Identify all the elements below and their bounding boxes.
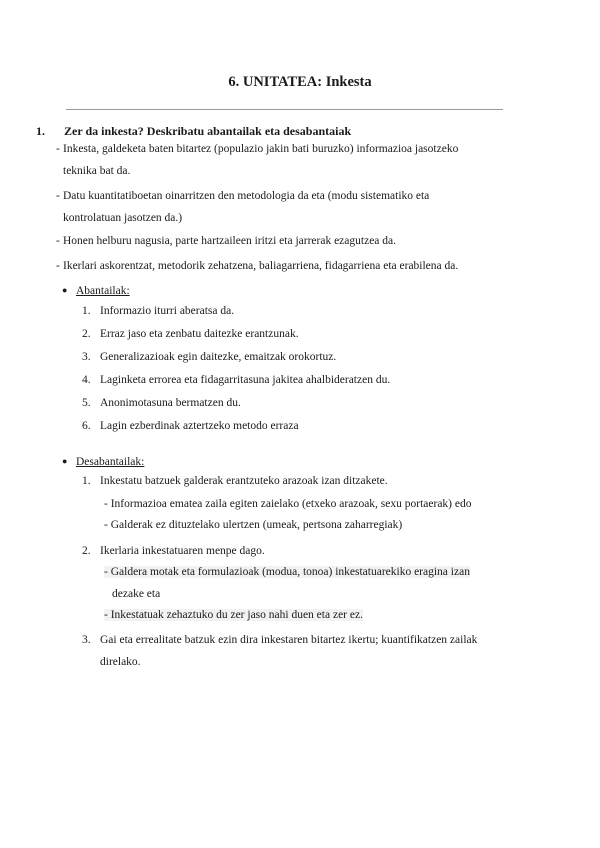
subitem-text: Galdera motak eta formulazioak (modua, tonoa) inkestatuarekiko eragina izan [110,566,470,578]
title-divider [66,109,503,110]
intro-paragraph-4 [56,256,505,278]
subitem-text: Galderak ez dituztelako ulertzen (umeak, pertsona zaharregiak) [110,519,403,531]
advantage-item: 6. Lagin ezberdinak aztertzeko metodo erraza [82,420,299,432]
advantage-text: Lagin ezberdinak aztertzeko metodo erraza [100,420,299,432]
disadvantage-subitem: - Galdera motak eta formulazioak (modua, tonoa) inkestatuarekiko eragina izan dezake eta [104,562,506,605]
advantage-text: Anonimotasuna bermatzen du. [100,397,241,409]
disadvantage-item: 1. Inkestatu batzuek galderak erantzuteko arazoak izan ditzakete. [82,475,388,487]
disadvantage-text-cont: direlako. [100,655,141,668]
subitem-text: Informazioa ematea zaila egiten zaielako (etxeko arazoak, sexu portaerak) edo [110,498,472,510]
disadvantage-subitem: - Informazioa ematea zaila egiten zaielako (etxeko arazoak, sexu portaerak) edo [104,498,472,510]
disadvantages-heading [62,456,144,468]
advantages-label: Abantailak: [76,285,130,297]
advantages-heading [62,285,130,297]
disadvantage-text: Ikerlaria inkestatuaren menpe dago. [100,545,265,557]
dash-marker: - [56,190,60,202]
advantage-text: Erraz jaso eta zenbatu daitezke erantzunak. [100,328,299,340]
subitem-text: Inkestatuak zehaztuko du zer jaso nahi duen eta zer ez. [110,609,363,621]
question-text: Zer da inkesta? Deskribatu abantailak eta desabantaiak [64,124,352,138]
intro-text: Ikerlari askorentzat, metodorik zehatzena, baliagarriena, fidagarriena eta erabilena da. [63,260,459,272]
question-number: 1. [36,124,45,138]
bullet-icon: ● [62,456,68,466]
advantage-item: 3. Generalizazioak egin daitezke, emaitzak orokortuz. [82,351,337,363]
intro-paragraph-2 [56,186,505,229]
disadvantage-item: 3. Gai eta errealitate batzuk ezin dira inkestaren bitartez ikertu; kuantifikatzen zailak direlako. [82,630,506,673]
intro-paragraph-3 [56,231,505,253]
intro-paragraph-1 [56,139,505,182]
intro-text: Honen helburu nagusia, parte hartzaileen iritzi eta jarrerak ezagutzea da. [63,235,397,247]
intro-text: Inkesta, galdeketa baten bitartez (populazio jakin bati buruzko) informazioa jasotzeko [63,143,459,155]
advantage-item: 2. Erraz jaso eta zenbatu daitezke erantzunak. [82,328,299,340]
disadvantage-subitem: - Galderak ez dituztelako ulertzen (umeak, pertsona zaharregiak) [104,519,403,531]
advantage-text: Generalizazioak egin daitezke, emaitzak orokortuz. [100,351,337,363]
advantage-text: Informazio iturri aberatsa da. [100,305,235,317]
dash-marker: - [56,143,60,155]
advantage-item: 4. Laginketa errorea eta fidagarritasuna jakitea ahalbideratzen du. [82,374,391,386]
intro-text: Datu kuantitatiboetan oinarritzen den metodologia da eta (modu sistematiko eta [63,190,430,202]
intro-text-cont: teknika bat da. [63,164,131,177]
dash-marker: - [56,260,60,272]
disadvantages-label: Desabantailak: [76,456,145,468]
disadvantage-subitem: - Inkestatuak zehaztuko du zer jaso nahi duen eta zer ez. [104,609,363,621]
advantage-item: 5. Anonimotasuna bermatzen du. [82,397,241,409]
dash-marker: - [56,235,60,247]
disadvantage-text: Gai eta errealitate batzuk ezin dira inkestaren bitartez ikertu; kuantifikatzen zailak [100,634,478,646]
advantage-text: Laginketa errorea eta fidagarritasuna jakitea ahalbideratzen du. [100,374,391,386]
subitem-text-cont: dezake eta [112,587,161,600]
disadvantage-text: Inkestatu batzuek galderak erantzuteko arazoak izan ditzakete. [100,475,388,487]
question-heading [36,124,351,139]
bullet-icon: ● [62,285,68,295]
intro-text-cont: kontrolatuan jasotzen da.) [63,211,183,224]
page-title: 6. UNITATEA: Inkesta [228,74,372,90]
advantage-item: 1. Informazio iturri aberatsa da. [82,305,235,317]
disadvantage-item: 2. Ikerlaria inkestatuaren menpe dago. [82,545,265,557]
